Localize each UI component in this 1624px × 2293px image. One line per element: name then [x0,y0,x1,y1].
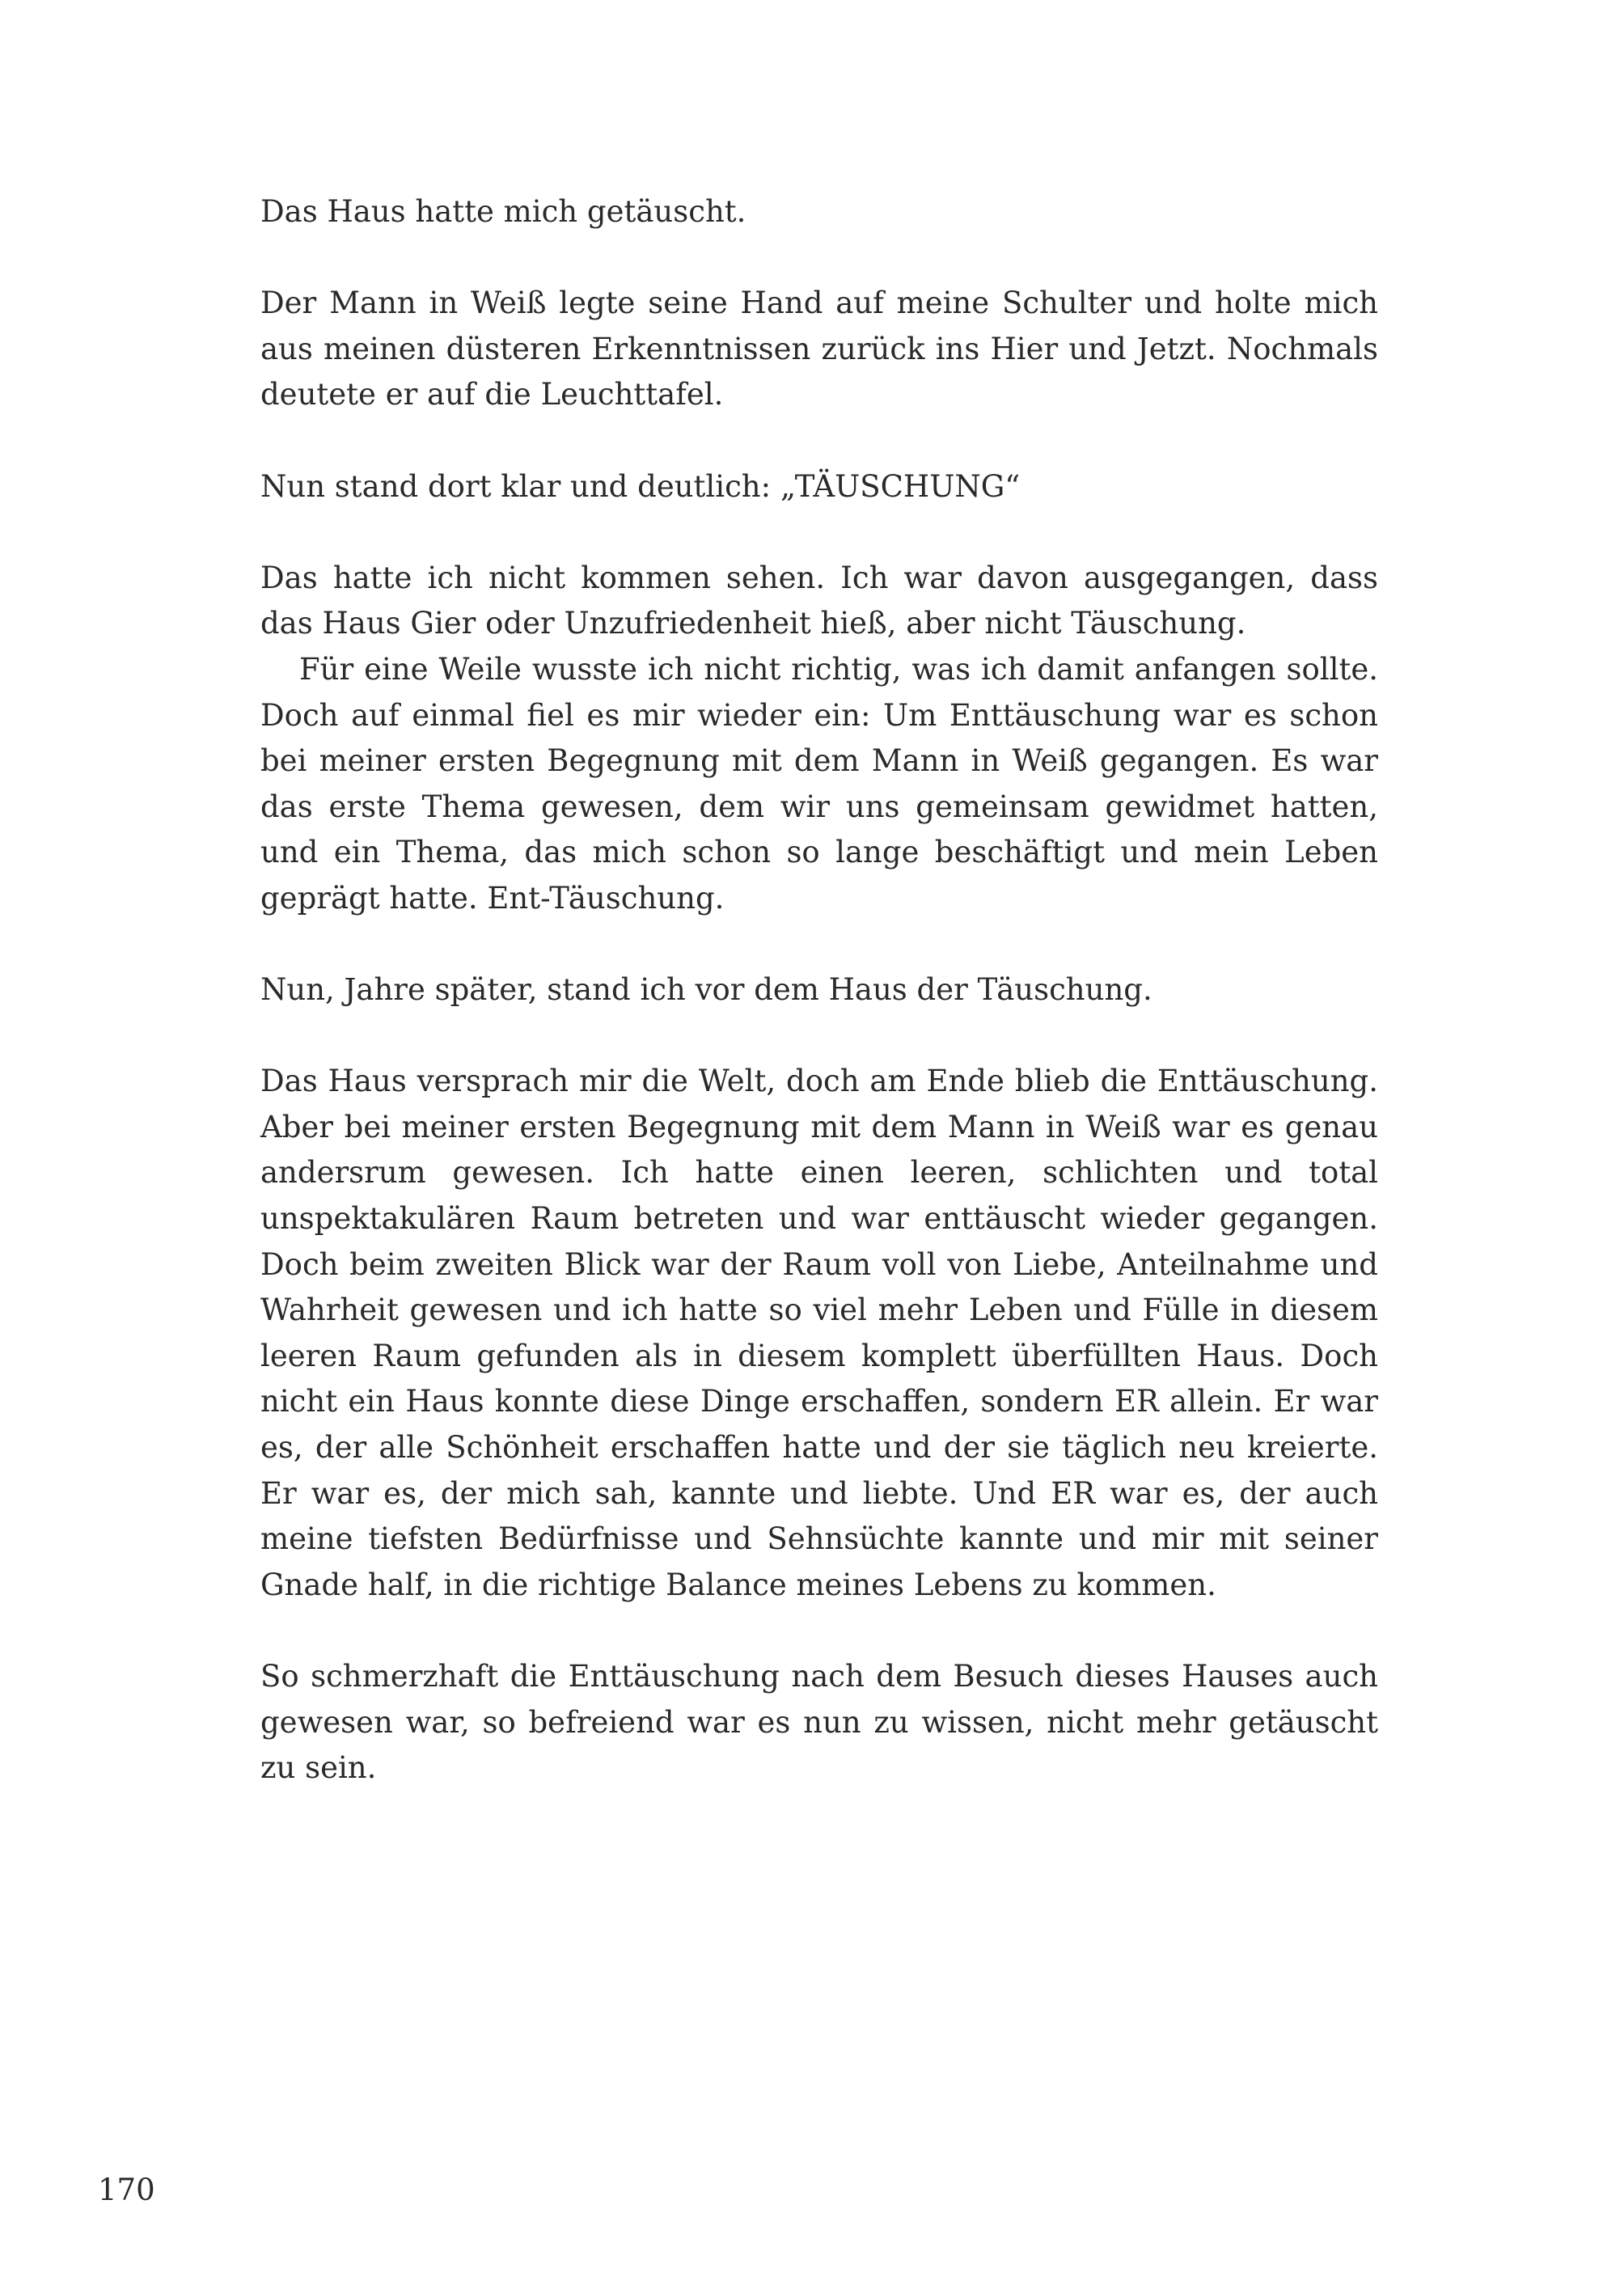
paragraph-7: Das Haus versprach mir die Welt, doch am Ende blieb die Enttäuschung. Aber bei meiner ersten Begegnung mit dem Mann in Weiß war es genau andersrum gewesen. Ich hatte einen leeren, schlichten und total unspektakulären Raum betreten und war enttäuscht wieder gegangen. Doch beim zweiten Blick war der Raum voll von Liebe, Anteilnahme und Wahrheit gewesen und ich hatte so viel mehr Leben und Fülle in diesem leeren Raum gefunden als in diesem komplett überfüllten Haus. Doch nicht ein Haus konnte diese Dinge erschaffen, sondern ER allein. Er war es, der alle Schönheit erschaffen hatte und der sie täglich neu kreierte. Er war es, der mich sah, kannte und liebte. Und ER war es, der auch meine tiefsten Bedürfnisse und Sehnsüchte kannte und mir mit seiner Gnade half, in die richtige Balance meines Lebens zu kommen. [260,1064,1378,1602]
paragraph-2: Der Mann in Weiß legte seine Hand auf meine Schulter und holte mich aus meinen düsteren Erkenntnissen zurück ins Hier und Jetzt. Nochmals deutete er auf die Leuchttafel. [260,286,1378,412]
paragraph-6: Nun, Jahre später, stand ich vor dem Haus der Täuschung. [260,972,1152,1008]
paragraph-4: Das hatte ich nicht kommen sehen. Ich war davon ausgegangen, dass das Haus Gier oder Unzufriedenheit hieß, aber nicht Täuschung. [260,560,1378,641]
page-number: 170 [98,2172,155,2207]
paragraph-5: Für eine Weile wusste ich nicht richtig, was ich damit anfangen sollte. Doch auf einmal fiel es mir wieder ein: Um Enttäuschung war es schon bei meiner ersten Begegnung mit dem Mann in Weiß gegangen. Es war das erste Thema gewesen, dem wir uns gemeinsam gewidmet hatten, und ein Thema, das mich schon so lange beschäftigt und mein Leben geprägt hatte. Ent-Täuschung. [260,651,1378,916]
paragraph-8: So schmerzhaft die Enttäuschung nach dem Besuch dieses Hauses auch gewesen war, so befreiend war es nun zu wissen, nicht mehr getäuscht zu sein. [260,1659,1378,1786]
paragraph-1: Das Haus hatte mich getäuscht. [260,194,746,229]
page-body [260,189,1378,1792]
paragraph-3: Nun stand dort klar und deutlich: „TÄUSCHUNG“ [260,468,1021,504]
